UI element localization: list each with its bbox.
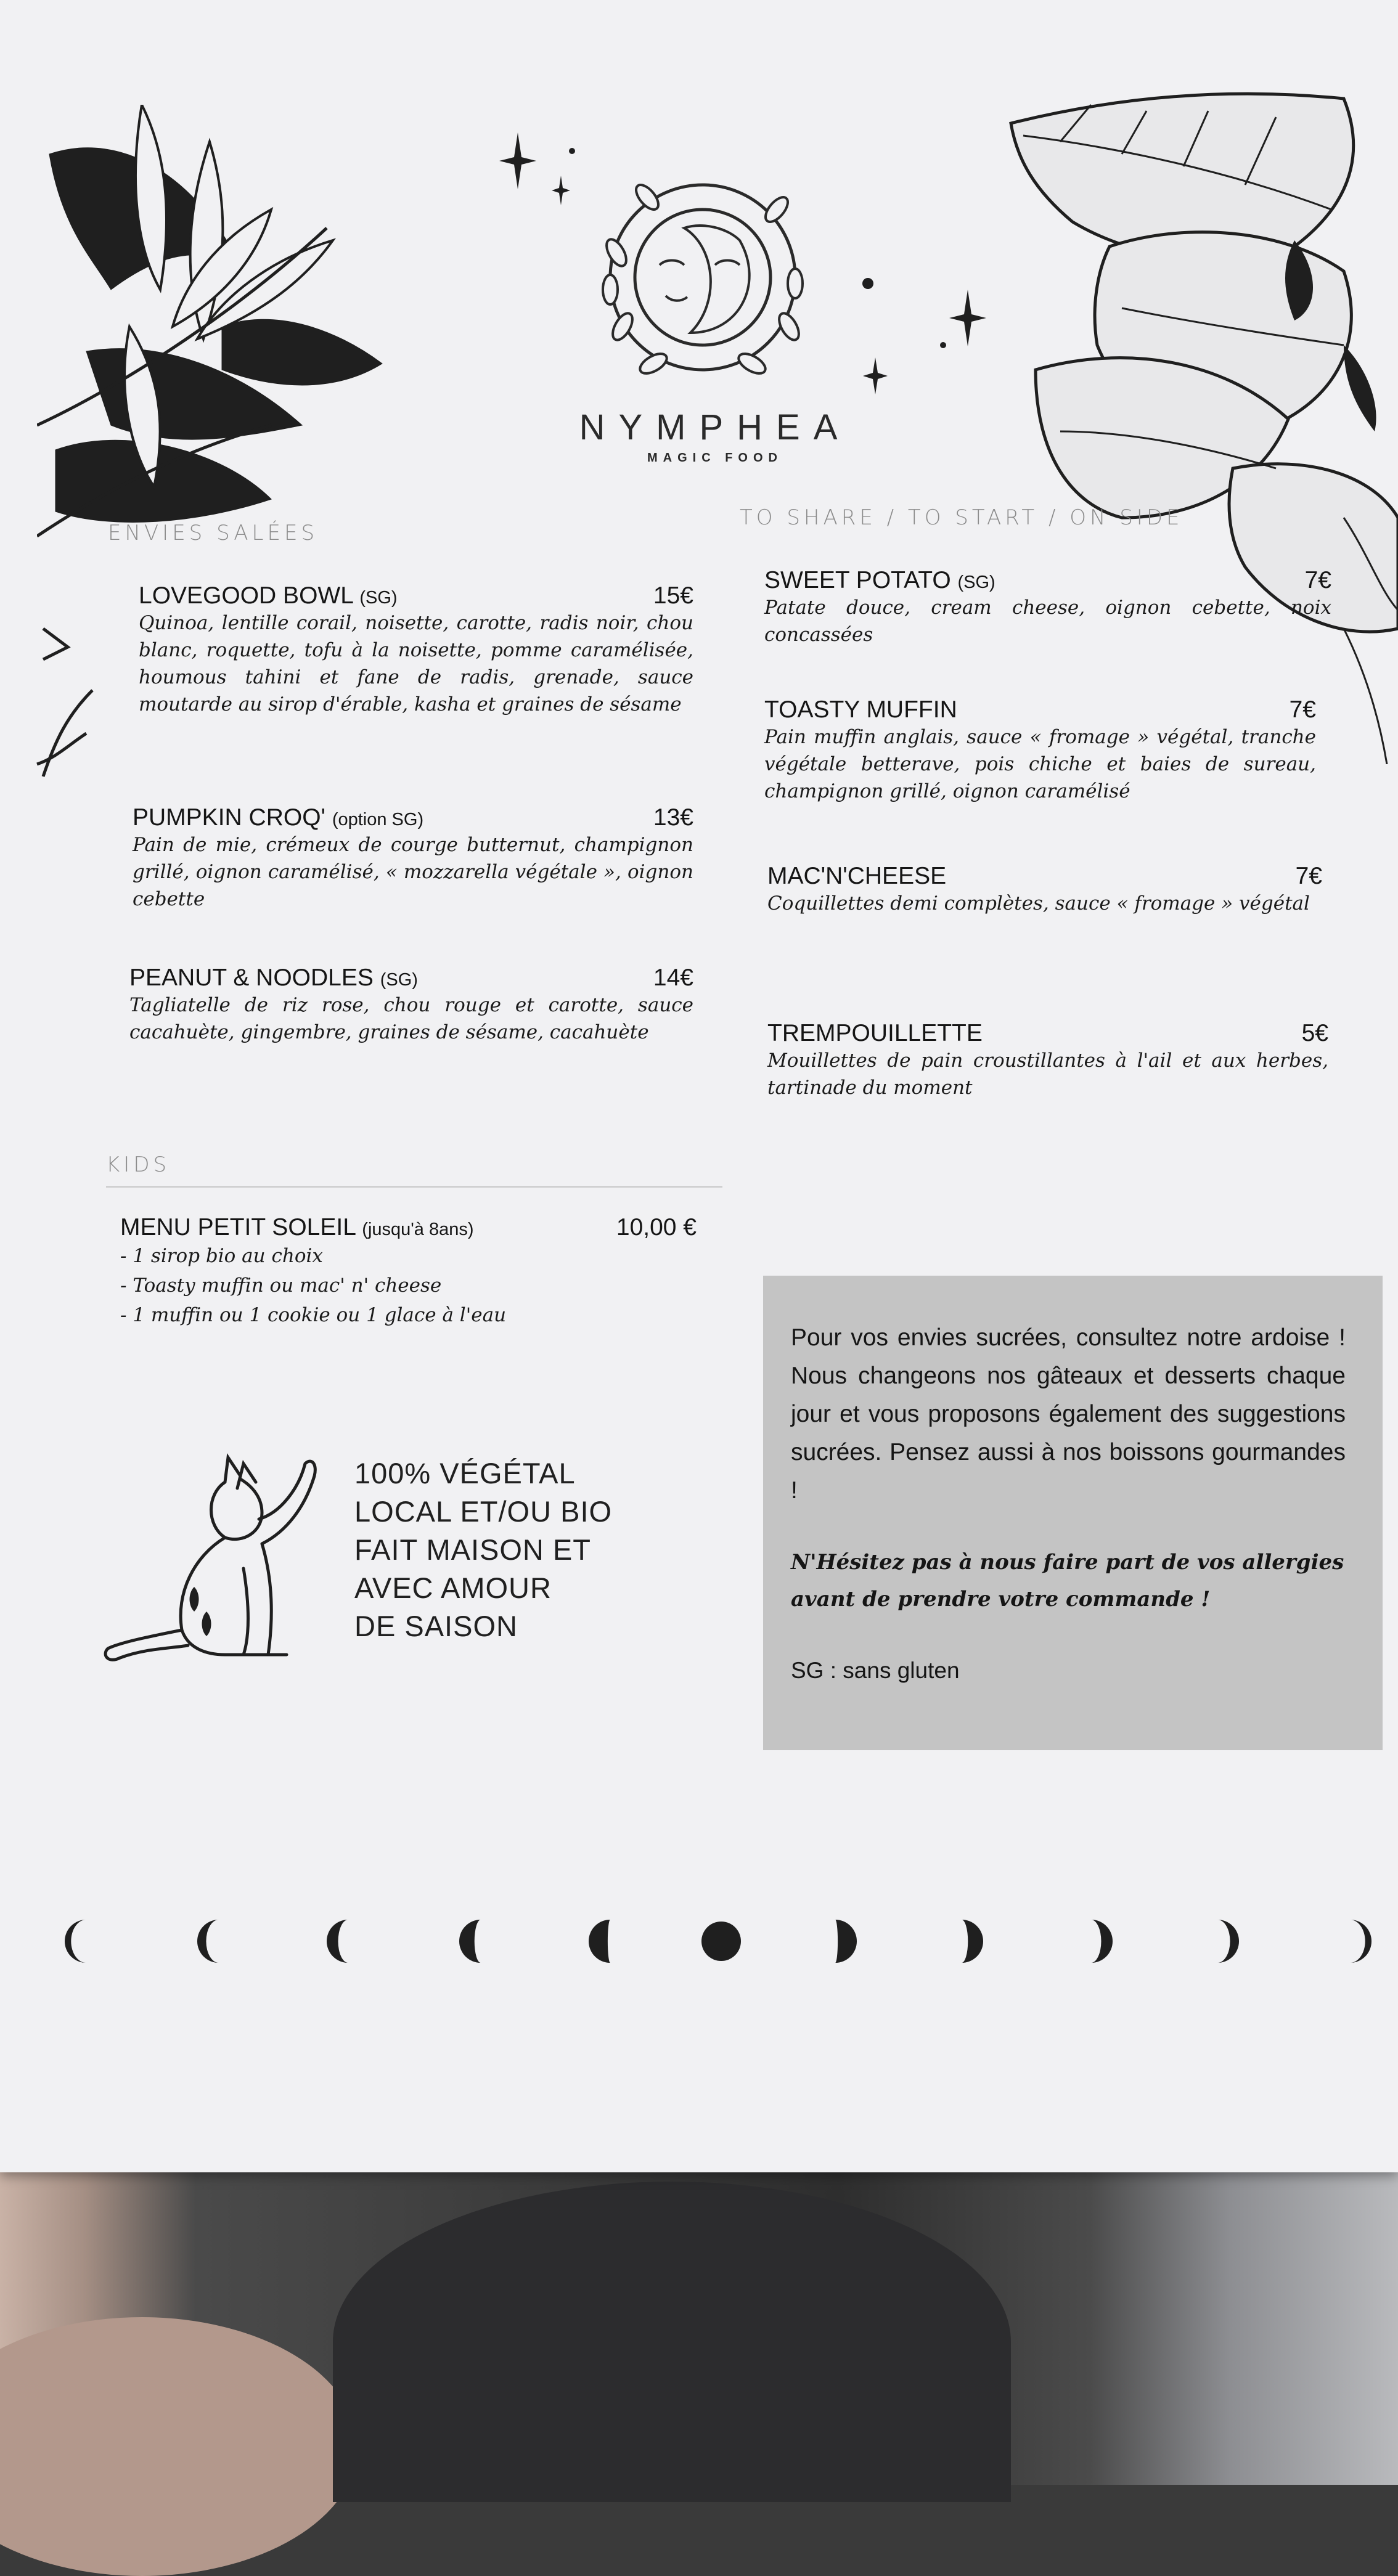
item-name: MENU PETIT SOLEIL (jusqu'à 8ans) <box>120 1214 474 1241</box>
desserts-note: Pour vos envies sucrées, consultez notre ardoise ! Nous changeons nos gâteaux et desserts chaque jour et vous proposons également des suggestions sucrées. Pensez aussi à nos boissons gourmandes ! <box>791 1324 1346 1504</box>
moon-phase-icon <box>197 1920 219 1963</box>
section-title-kids: KIDS <box>106 1152 171 1177</box>
gluten-legend: SG : sans gluten <box>791 1658 960 1683</box>
item-description: Quinoa, lentille corail, noisette, carotte, radis noir, chou blanc, roquette, tofu à la noisette, pomme caramélisée, houmous tahini et fane de radis, grenade, sauce moutarde au sirop d'érable, kasha et graines de sésame <box>139 612 693 715</box>
moon-phases <box>55 1917 1387 1966</box>
section-title-salees: ENVIES SALÉES <box>108 521 319 545</box>
menu-item <box>767 1020 1328 1101</box>
item-name: PEANUT & NOODLES (SG) <box>129 964 418 991</box>
leaves-illustration-icon <box>37 105 407 548</box>
menu-item <box>129 964 693 1046</box>
knee-jeans <box>333 2182 1011 2502</box>
item-price: 10,00 € <box>616 1214 697 1241</box>
leaves-illustration-icon <box>31 592 99 789</box>
promise-line: LOCAL ET/OU BIO <box>354 1495 613 1528</box>
item-description: Tagliatelle de riz rose, chou rouge et carotte, sauce cacahuète, gingembre, graines de sésame, cacahuète <box>129 994 693 1043</box>
kids-menu-line: - 1 muffin ou 1 cookie ou 1 glace à l'eau <box>120 1304 507 1326</box>
item-price: 7€ <box>1304 567 1331 593</box>
moon-phase-icon <box>327 1920 348 1963</box>
sun-moon-logo-icon <box>592 160 826 401</box>
kids-menu <box>120 1214 697 1330</box>
item-description: Coquillettes demi complètes, sauce « fromage » végétal <box>767 892 1310 915</box>
item-description: Mouillettes de pain croustillantes à l'ail et aux herbes, tartinade du moment <box>767 1050 1328 1099</box>
menu-item <box>139 582 693 718</box>
item-price: 15€ <box>653 582 693 609</box>
section-divider <box>106 1186 722 1188</box>
moon-phase-icon <box>701 1922 741 1961</box>
sparkle-star-icon <box>499 132 579 206</box>
menu-item <box>764 567 1331 648</box>
promise-line: FAIT MAISON ET <box>354 1533 591 1566</box>
menu-item <box>767 863 1322 917</box>
item-price: 5€ <box>1301 1020 1328 1046</box>
section-title-share: TO SHARE / TO START / ON SIDE <box>740 505 1183 530</box>
kids-menu-line: - Toasty muffin ou mac' n' cheese <box>120 1274 442 1297</box>
moon-phase-icon <box>589 1920 610 1963</box>
moon-phase-icon <box>1091 1920 1113 1963</box>
item-name: TOASTY MUFFIN <box>764 696 957 723</box>
moon-phase-icon <box>962 1920 983 1963</box>
item-price: 13€ <box>653 804 693 831</box>
menu-item <box>133 804 693 913</box>
moon-phase-icon <box>459 1920 481 1963</box>
sparkle-star-icon <box>857 271 999 394</box>
item-price: 7€ <box>1295 863 1322 889</box>
kids-menu-line: - 1 sirop bio au choix <box>120 1245 323 1267</box>
allergies-note: N'Hésitez pas à nous faire part de vos allergies avant de prendre votre commande ! <box>791 1550 1344 1612</box>
brand-name: NYMPHEA <box>579 407 851 447</box>
moon-phase-icon <box>1217 1920 1239 1963</box>
promise-list <box>354 1454 612 1645</box>
promise-line: AVEC AMOUR <box>354 1571 552 1604</box>
item-name: LOVEGOOD BOWL (SG) <box>139 582 398 609</box>
menu-item <box>764 696 1316 805</box>
item-name: MAC'N'CHEESE <box>767 863 947 889</box>
item-name: PUMPKIN CROQ' (option SG) <box>133 804 424 831</box>
promise-line: DE SAISON <box>354 1610 518 1642</box>
monstera-illustration-icon <box>999 86 1398 764</box>
item-price: 7€ <box>1289 696 1316 723</box>
promise-line: 100% VÉGÉTAL <box>354 1457 576 1490</box>
info-box <box>763 1276 1383 1750</box>
brand-tagline: MAGIC FOOD <box>647 451 783 465</box>
cat-illustration-icon <box>102 1451 348 1673</box>
moon-phase-icon <box>1350 1920 1371 1963</box>
item-description: Pain de mie, crémeux de courge butternut, champignon grillé, oignon caramélisé, « mozzarella végétale », oignon cebette <box>133 834 693 910</box>
moon-phase-icon <box>65 1920 86 1963</box>
item-price: 14€ <box>653 964 693 991</box>
item-name: TREMPOUILLETTE <box>767 1020 983 1046</box>
moon-phase-icon <box>835 1920 857 1963</box>
item-name: SWEET POTATO (SG) <box>764 567 995 593</box>
item-description: Patate douce, cream cheese, oignon cebette, noix concassées <box>764 597 1331 646</box>
item-description: Pain muffin anglais, sauce « fromage » végétal, tranche végétale betterave, pois chiche et baies de sureau, champignon grillé, oignon caramélisé <box>764 726 1316 802</box>
